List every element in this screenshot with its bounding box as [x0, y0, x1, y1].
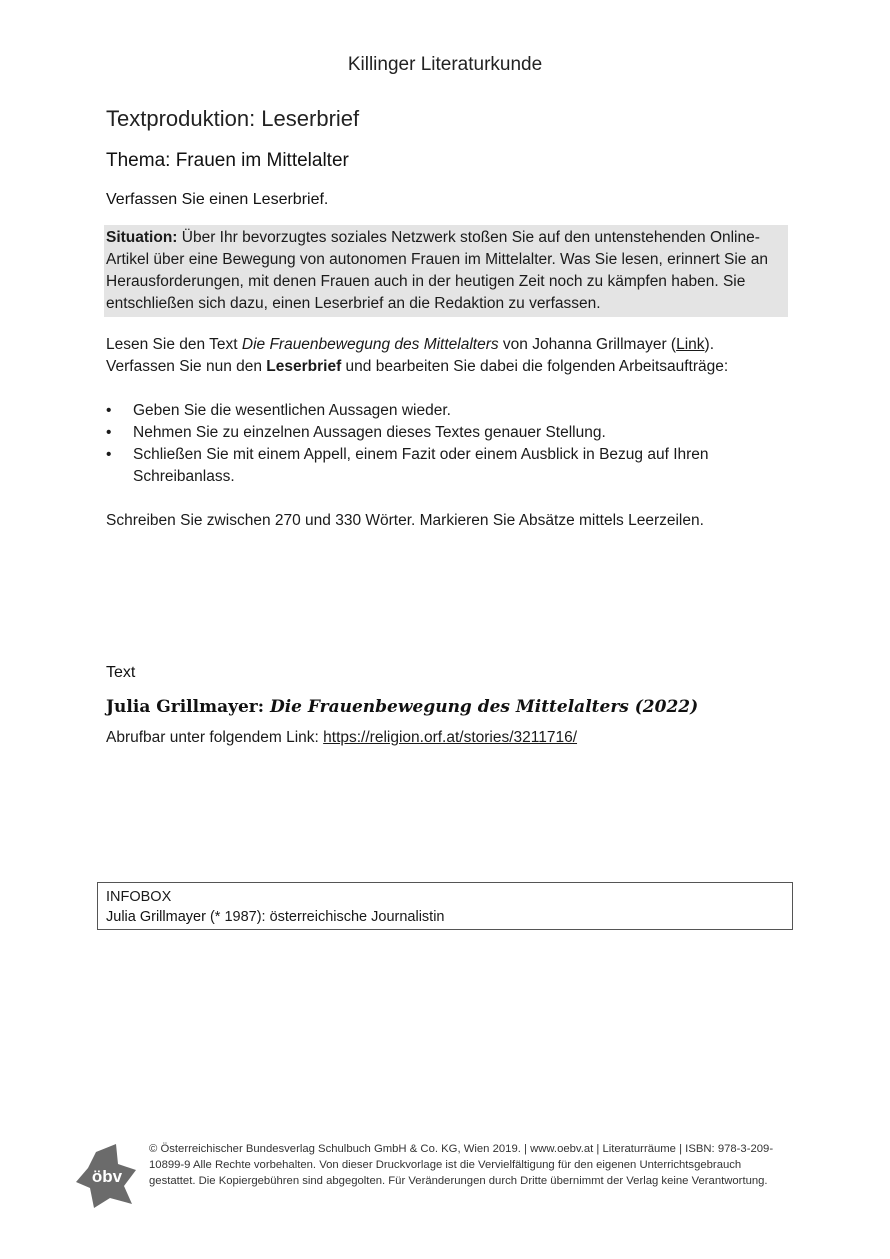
- list-item: [106, 400, 766, 422]
- list-item-text: Schließen Sie mit einem Appell, einem Fazit oder einem Ausblick in Bezug auf Ihren Schreibanlass.: [133, 446, 709, 485]
- topic-heading: Thema: Frauen im Mittelalter: [106, 150, 349, 171]
- page-header: Killinger Literaturkunde: [347, 54, 543, 75]
- infobox-name: Julia Grillmayer: [106, 909, 206, 925]
- page-title: Textproduktion: Leserbrief: [106, 106, 360, 131]
- oebv-logo: [74, 1142, 140, 1208]
- instructions-paragraph: [106, 334, 766, 378]
- infobox-detail: (* 1987): österreichische Journalistin: [205, 909, 445, 925]
- word-count-note: Schreiben Sie zwischen 270 und 330 Wörter. Markieren Sie Absätze mittels Leerzeilen.: [106, 512, 704, 529]
- source-author: Julia Grillmayer:: [106, 697, 270, 717]
- logo-text: öbv: [91, 1167, 123, 1186]
- situation-label: Situation:: [106, 229, 178, 246]
- task-heading: Verfassen Sie einen Leserbrief.: [106, 191, 329, 208]
- source-link-label: Abrufbar unter folgendem Link:: [106, 729, 324, 746]
- infobox-entry: [106, 907, 792, 927]
- situation-box: [104, 225, 788, 317]
- task-list: [106, 400, 766, 488]
- source-work-title: Die Frauenbewegung des Mittelalters (2022): [269, 697, 699, 717]
- infobox: [97, 882, 793, 930]
- list-item: [106, 444, 766, 488]
- situation-text: Über Ihr bevorzugtes soziales Netzwerk stoßen Sie auf den untenstehenden Online-Artikel über eine Bewegung von autonomen Frauen im Mittelalter. Was Sie lesen, erinnert Sie an Herausforderungen, mit denen Frauen auch in der heutigen Zeit noch zu kämpfen haben. Sie entschließen sich dazu, einen Leserbrief an die Redaktion zu verfassen.: [106, 229, 768, 312]
- list-item-text: Geben Sie die wesentlichen Aussagen wieder.: [133, 402, 451, 419]
- text-section-label: Text: [106, 664, 136, 681]
- source-url-link[interactable]: https://religion.orf.at/stories/3211716/: [323, 729, 578, 746]
- instr-text: von Johanna Grillmayer (: [498, 336, 677, 353]
- article-link[interactable]: Link: [676, 336, 705, 353]
- bullet-icon: •: [106, 424, 112, 441]
- bullet-icon: •: [106, 402, 112, 419]
- instr-text: und bearbeiten Sie dabei die folgenden Arbeitsaufträge:: [341, 358, 729, 375]
- instr-text: Lesen Sie den Text: [106, 336, 242, 353]
- source-link-line: [106, 729, 577, 747]
- instr-text: ).: [704, 336, 714, 353]
- list-item-text: Nehmen Sie zu einzelnen Aussagen dieses Textes genauer Stellung.: [133, 424, 606, 441]
- instr-bold-term: Leserbrief: [266, 358, 342, 375]
- footer-copyright: © Österreichischer Bundesverlag Schulbuch GmbH & Co. KG, Wien 2019. | www.oebv.at | Literaturräume | ISBN: 978-3-209-10899-9 Alle Rechte vorbehalten. Von dieser Druckvorlage ist die Vervielfältigung für den eigenen Unterrichtsgebrauch gestattet. Die Kopiergebühren sind abgegolten. Für Veränderungen durch Dritte übernimmt der Verlag keine Verantwortung.: [149, 1143, 774, 1188]
- instr-text: Verfassen Sie nun den: [106, 358, 267, 375]
- bullet-icon: •: [106, 446, 112, 463]
- instr-work-title: Die Frauenbewegung des Mittelalters: [241, 336, 499, 353]
- infobox-heading: INFOBOX: [106, 889, 172, 905]
- list-item: [106, 422, 766, 444]
- text-source-heading: [106, 697, 698, 717]
